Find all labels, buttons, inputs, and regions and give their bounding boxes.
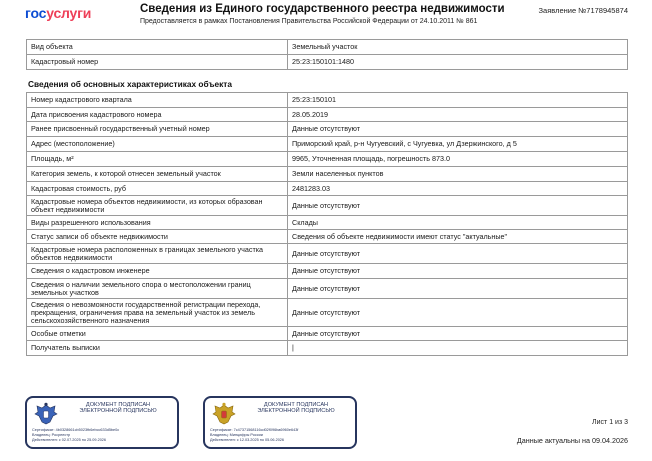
row-label: Категория земель, к которой отнесен земельный участок: [27, 167, 288, 182]
table-row: [27, 216, 628, 230]
object-table: [26, 39, 628, 70]
data-actual-date: Данные актуальны на 09.04.2026: [516, 436, 628, 445]
row-label: Адрес (местоположение): [27, 137, 288, 152]
stamp-title: ДОКУМЕНТ ПОДПИСАН ЭЛЕКТРОННОЙ ПОДПИСЬЮ: [257, 402, 335, 415]
table-row: [27, 167, 628, 182]
characteristics-table: [26, 92, 628, 356]
row-label: Площадь, м²: [27, 152, 288, 167]
table-row: [27, 299, 628, 327]
row-value: Данные отсутствуют: [288, 196, 628, 216]
row-value: Данные отсутствуют: [288, 279, 628, 299]
row-label: Дата присвоения кадастрового номера: [27, 108, 288, 122]
stamp-certificate: Сертификат: 7c47371568116cd02f096ba6960e643f: [210, 428, 299, 432]
table-row: [27, 55, 628, 70]
stamp-validity: Действителен: с 02.07.2025 по 25.09.2026: [32, 438, 107, 442]
section-title: Сведения об основных характеристиках объекта: [28, 79, 232, 89]
row-value: Земли населенных пунктов: [288, 167, 628, 182]
table-row: [27, 279, 628, 299]
gosuslugi-logo[interactable]: [25, 5, 91, 21]
table-row: [27, 108, 628, 122]
row-label: Получатель выписки: [27, 341, 288, 356]
table-row: [27, 137, 628, 152]
row-value: Данные отсутствуют: [288, 299, 628, 327]
table-row: [27, 264, 628, 279]
row-value: Сведения об объекте недвижимости имеют статус "актуальные": [288, 230, 628, 244]
row-label: Кадастровая стоимость, руб: [27, 182, 288, 196]
row-value: Земельный участок: [288, 40, 628, 55]
row-value: Данные отсутствуют: [288, 244, 628, 264]
signature-stamp-rosreestr: [25, 396, 179, 449]
document-header: [0, 0, 652, 30]
logo-text-gos: гос: [25, 5, 47, 21]
row-label: Сведения о кадастровом инженере: [27, 264, 288, 279]
table-row: [27, 244, 628, 264]
table-row: [27, 152, 628, 167]
table-row: [27, 40, 628, 55]
row-label: Статус записи об объекте недвижимости: [27, 230, 288, 244]
row-value: Склады: [288, 216, 628, 230]
row-label: Особые отметки: [27, 327, 288, 341]
row-value: Данные отсутствуют: [288, 264, 628, 279]
row-value: Приморский край, р-н Чугуевский, с Чугуевка, ул Дзержинского, д 5: [288, 137, 628, 152]
document-subtitle: Предоставляется в рамках Постановления Правительства Российской Федерации от 24.10.2011 № 861: [140, 18, 478, 25]
table-row: [27, 196, 628, 216]
table-row: [27, 122, 628, 137]
page-number: Лист 1 из 3: [592, 419, 628, 426]
row-value: 28.05.2019: [288, 108, 628, 122]
row-label: Кадастровый номер: [27, 55, 288, 70]
coat-of-arms-icon: [33, 402, 59, 426]
stamp-owner: Владелец: Росреестр: [32, 433, 71, 437]
logo-text-uslugi: услуги: [46, 5, 92, 21]
table-row: [27, 341, 628, 356]
row-label: Кадастровые номера расположенных в границах земельного участка объектов недвижимости: [27, 244, 288, 264]
stamp-validity: Действителен: с 12.03.2025 по 05.06.2026: [210, 438, 285, 442]
table-row: [27, 327, 628, 341]
row-label: Сведения о наличии земельного спора о местоположении границ земельных участков: [27, 279, 288, 299]
document-title: Сведения из Единого государственного реестра недвижимости: [140, 3, 505, 15]
row-value: 2481283.03: [288, 182, 628, 196]
stamp-details: [210, 428, 356, 443]
row-label: Виды разрешенного использования: [27, 216, 288, 230]
stamp-certificate: Сертификат: 4b0328661cb5023fb6ebcc633d5be0c: [32, 428, 120, 432]
row-label: Вид объекта: [27, 40, 288, 55]
table-row: [27, 230, 628, 244]
table-row: [27, 182, 628, 196]
coat-of-arms-icon: [211, 402, 237, 426]
signature-stamp-mintsifry: [203, 396, 357, 449]
row-value: 9965, Уточненная площадь, погрешность 873.0: [288, 152, 628, 167]
row-label: Номер кадастрового квартала: [27, 93, 288, 108]
row-label: Кадастровые номера объектов недвижимости, из которых образован объект недвижимости: [27, 196, 288, 216]
row-value: 25:23:150101: [288, 93, 628, 108]
stamp-owner: Владелец: Минцифры России: [210, 433, 263, 437]
stamp-details: [32, 428, 178, 443]
application-number: Заявление №7178945874: [538, 6, 628, 15]
table-row: [27, 93, 628, 108]
row-value: Данные отсутствуют: [288, 122, 628, 137]
row-label: Ранее присвоенный государственный учетный номер: [27, 122, 288, 137]
row-label: Сведения о невозможности государственной регистрации перехода, прекращения, ограничения права на земельный участок из земель сельскохозяйственного назначения: [27, 299, 288, 327]
stamp-title: ДОКУМЕНТ ПОДПИСАН ЭЛЕКТРОННОЙ ПОДПИСЬЮ: [79, 402, 157, 415]
row-value: |: [288, 341, 628, 356]
row-value: 25:23:150101:1480: [288, 55, 628, 70]
row-value: Данные отсутствуют: [288, 327, 628, 341]
